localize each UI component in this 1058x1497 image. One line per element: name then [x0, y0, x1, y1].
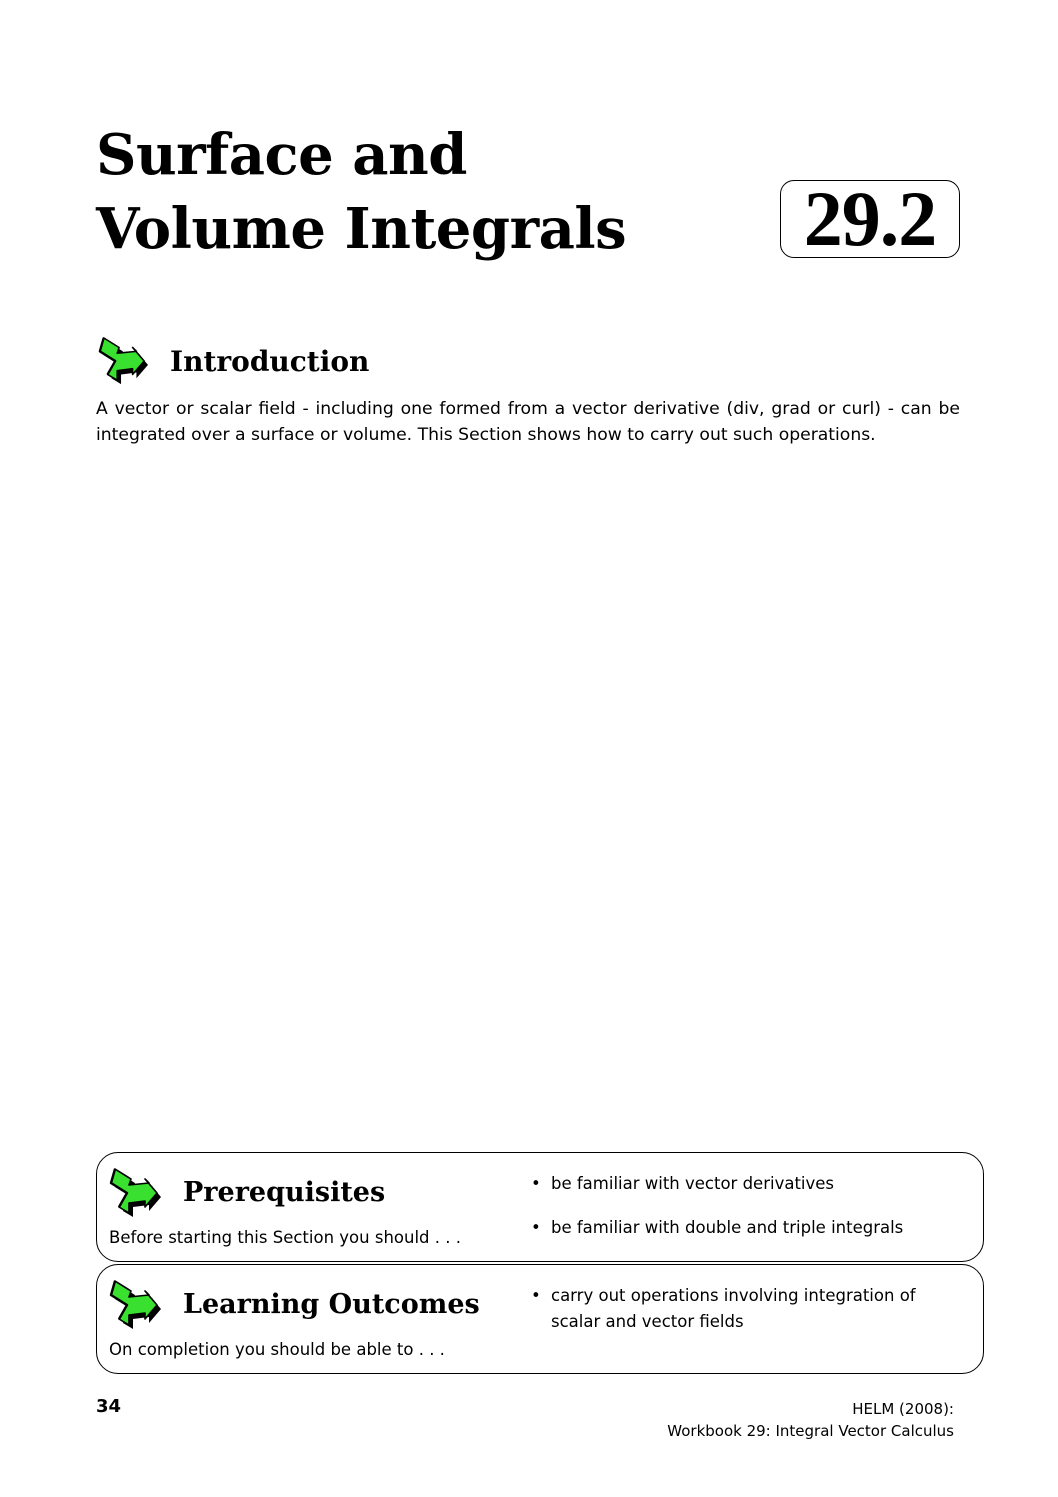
learning-outcomes-heading: Learning Outcomes [183, 1289, 480, 1320]
title-line-1: Surface and [96, 122, 467, 188]
green-arrow-icon [96, 334, 148, 386]
green-arrow-icon [107, 1165, 161, 1219]
introduction-text: A vector or scalar field - including one formed from a vector derivative (div, grad or curl) - can be integrated over a surface or volume. This Section shows how to carry out such operations. [96, 399, 960, 445]
footer-line-2: Workbook 29: Integral Vector Calculus [667, 1422, 954, 1440]
list-item: • carry out operations involving integration of scalar and vector fields [529, 1283, 969, 1335]
learning-outcomes-subtitle: On completion you should be able to . . . [109, 1340, 445, 1359]
page-title [96, 118, 626, 266]
green-arrow-icon [107, 1277, 161, 1331]
prerequisites-box [96, 1152, 984, 1262]
learning-outcomes-box [96, 1264, 984, 1374]
footer-citation [667, 1398, 954, 1442]
footer-line-1: HELM (2008): [852, 1400, 954, 1418]
prerequisites-list [529, 1171, 969, 1259]
prerequisites-subtitle: Before starting this Section you should . . . [109, 1228, 461, 1247]
section-number-badge: 29.2 [780, 180, 960, 258]
prerequisites-heading: Prerequisites [183, 1177, 386, 1208]
title-line-2: Volume Integrals [96, 196, 627, 262]
list-item: • be familiar with double and triple integrals [529, 1215, 969, 1241]
page-number: 34 [96, 1396, 122, 1417]
learning-outcomes-list [529, 1283, 969, 1353]
list-item: • be familiar with vector derivatives [529, 1171, 969, 1197]
introduction-heading: Introduction [170, 345, 370, 378]
